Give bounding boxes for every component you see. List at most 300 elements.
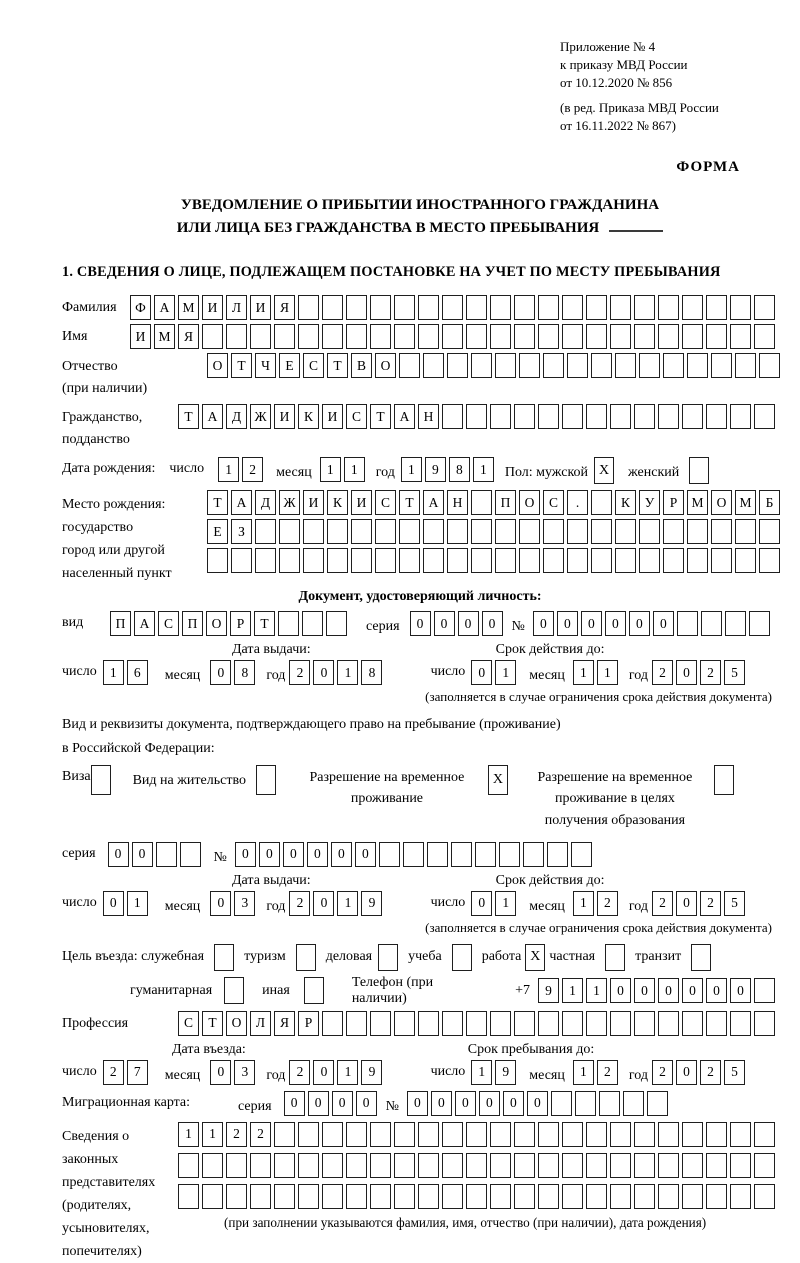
char-cell[interactable] xyxy=(442,404,463,429)
char-cell[interactable] xyxy=(278,611,299,636)
char-cell[interactable] xyxy=(551,1091,572,1116)
char-cell[interactable] xyxy=(471,353,492,378)
char-cell[interactable] xyxy=(423,548,444,573)
char-cell[interactable] xyxy=(471,490,492,515)
purpose-study-checkbox[interactable] xyxy=(452,944,472,971)
char-cell[interactable] xyxy=(451,842,472,867)
char-cell[interactable] xyxy=(202,324,223,349)
char-cell[interactable] xyxy=(538,1122,559,1147)
char-cell[interactable]: 0 xyxy=(235,842,256,867)
char-cell[interactable]: 9 xyxy=(361,891,382,916)
char-cell[interactable] xyxy=(543,519,564,544)
char-cell[interactable] xyxy=(418,1122,439,1147)
char-cell[interactable]: С xyxy=(375,490,396,515)
char-cell[interactable]: 2 xyxy=(289,660,310,685)
char-cell[interactable] xyxy=(706,1011,727,1036)
char-cell[interactable] xyxy=(610,324,631,349)
char-cell[interactable] xyxy=(730,295,751,320)
char-cell[interactable] xyxy=(370,324,391,349)
char-cell[interactable]: 0 xyxy=(407,1091,428,1116)
char-cell[interactable]: 0 xyxy=(658,978,679,1003)
char-cell[interactable] xyxy=(562,1153,583,1178)
char-cell[interactable]: А xyxy=(394,404,415,429)
char-cell[interactable] xyxy=(523,842,544,867)
char-cell[interactable]: 0 xyxy=(653,611,674,636)
char-cell[interactable] xyxy=(639,519,660,544)
char-cell[interactable]: 0 xyxy=(676,891,697,916)
char-cell[interactable] xyxy=(567,548,588,573)
char-cell[interactable] xyxy=(490,1153,511,1178)
char-cell[interactable] xyxy=(634,404,655,429)
char-cell[interactable] xyxy=(490,1011,511,1036)
char-cell[interactable]: Н xyxy=(447,490,468,515)
char-cell[interactable] xyxy=(730,1153,751,1178)
char-cell[interactable] xyxy=(447,353,468,378)
char-cell[interactable] xyxy=(711,353,732,378)
char-cell[interactable] xyxy=(490,1122,511,1147)
char-cell[interactable] xyxy=(615,548,636,573)
purpose-humanitarian-checkbox[interactable] xyxy=(224,977,244,1004)
char-cell[interactable] xyxy=(418,1184,439,1209)
char-cell[interactable] xyxy=(375,519,396,544)
char-cell[interactable]: 0 xyxy=(284,1091,305,1116)
char-cell[interactable]: 3 xyxy=(234,1060,255,1085)
char-cell[interactable] xyxy=(442,1153,463,1178)
char-cell[interactable] xyxy=(394,324,415,349)
char-cell[interactable] xyxy=(466,404,487,429)
char-cell[interactable] xyxy=(615,353,636,378)
char-cell[interactable] xyxy=(370,1184,391,1209)
char-cell[interactable] xyxy=(759,353,780,378)
char-cell[interactable] xyxy=(706,324,727,349)
char-cell[interactable] xyxy=(475,842,496,867)
char-cell[interactable] xyxy=(499,842,520,867)
char-cell[interactable] xyxy=(394,295,415,320)
char-cell[interactable]: И xyxy=(322,404,343,429)
char-cell[interactable] xyxy=(706,404,727,429)
char-cell[interactable] xyxy=(591,548,612,573)
char-cell[interactable] xyxy=(730,1184,751,1209)
char-cell[interactable] xyxy=(423,353,444,378)
char-cell[interactable]: 1 xyxy=(471,1060,492,1085)
char-cell[interactable] xyxy=(634,1184,655,1209)
char-cell[interactable]: Я xyxy=(274,1011,295,1036)
char-cell[interactable]: 2 xyxy=(700,660,721,685)
char-cell[interactable] xyxy=(658,1184,679,1209)
char-cell[interactable] xyxy=(255,519,276,544)
char-cell[interactable] xyxy=(231,548,252,573)
char-cell[interactable] xyxy=(495,353,516,378)
char-cell[interactable] xyxy=(351,548,372,573)
char-cell[interactable]: 1 xyxy=(127,891,148,916)
char-cell[interactable]: 2 xyxy=(652,1060,673,1085)
char-cell[interactable]: Ч xyxy=(255,353,276,378)
char-cell[interactable]: Т xyxy=(207,490,228,515)
char-cell[interactable] xyxy=(370,1122,391,1147)
char-cell[interactable] xyxy=(706,1184,727,1209)
char-cell[interactable]: М xyxy=(154,324,175,349)
sex-male-checkbox[interactable]: X xyxy=(594,457,614,484)
char-cell[interactable]: 1 xyxy=(218,457,239,482)
char-cell[interactable]: Т xyxy=(399,490,420,515)
char-cell[interactable]: 2 xyxy=(597,891,618,916)
char-cell[interactable]: М xyxy=(178,295,199,320)
char-cell[interactable] xyxy=(599,1091,620,1116)
char-cell[interactable]: 0 xyxy=(355,842,376,867)
char-cell[interactable] xyxy=(322,1122,343,1147)
sex-female-checkbox[interactable] xyxy=(689,457,709,484)
char-cell[interactable]: Д xyxy=(226,404,247,429)
char-cell[interactable] xyxy=(754,978,775,1003)
char-cell[interactable]: А xyxy=(202,404,223,429)
char-cell[interactable] xyxy=(370,295,391,320)
char-cell[interactable] xyxy=(403,842,424,867)
char-cell[interactable] xyxy=(466,1011,487,1036)
char-cell[interactable] xyxy=(490,1184,511,1209)
char-cell[interactable]: Т xyxy=(178,404,199,429)
char-cell[interactable]: 0 xyxy=(706,978,727,1003)
char-cell[interactable] xyxy=(466,1153,487,1178)
purpose-private-checkbox[interactable] xyxy=(605,944,625,971)
char-cell[interactable] xyxy=(687,519,708,544)
char-cell[interactable] xyxy=(538,295,559,320)
char-cell[interactable] xyxy=(639,353,660,378)
char-cell[interactable] xyxy=(706,1122,727,1147)
char-cell[interactable] xyxy=(375,548,396,573)
char-cell[interactable] xyxy=(567,519,588,544)
char-cell[interactable]: 9 xyxy=(495,1060,516,1085)
residence-permit-checkbox[interactable] xyxy=(256,765,276,795)
char-cell[interactable] xyxy=(538,1153,559,1178)
char-cell[interactable] xyxy=(346,1184,367,1209)
char-cell[interactable]: 0 xyxy=(471,891,492,916)
char-cell[interactable] xyxy=(274,324,295,349)
char-cell[interactable] xyxy=(682,1184,703,1209)
char-cell[interactable]: 0 xyxy=(730,978,751,1003)
char-cell[interactable]: 0 xyxy=(479,1091,500,1116)
char-cell[interactable]: 0 xyxy=(103,891,124,916)
char-cell[interactable]: У xyxy=(639,490,660,515)
char-cell[interactable]: 2 xyxy=(103,1060,124,1085)
char-cell[interactable] xyxy=(586,1184,607,1209)
char-cell[interactable]: 0 xyxy=(471,660,492,685)
char-cell[interactable] xyxy=(591,353,612,378)
char-cell[interactable] xyxy=(370,1011,391,1036)
char-cell[interactable]: А xyxy=(134,611,155,636)
char-cell[interactable]: А xyxy=(423,490,444,515)
char-cell[interactable]: Е xyxy=(279,353,300,378)
char-cell[interactable] xyxy=(759,548,780,573)
char-cell[interactable]: 3 xyxy=(234,891,255,916)
char-cell[interactable]: 0 xyxy=(533,611,554,636)
char-cell[interactable] xyxy=(754,1011,775,1036)
char-cell[interactable] xyxy=(543,548,564,573)
char-cell[interactable]: Л xyxy=(226,295,247,320)
char-cell[interactable]: 1 xyxy=(495,891,516,916)
char-cell[interactable]: 0 xyxy=(331,842,352,867)
char-cell[interactable] xyxy=(562,324,583,349)
char-cell[interactable]: 9 xyxy=(538,978,559,1003)
char-cell[interactable]: Р xyxy=(230,611,251,636)
char-cell[interactable] xyxy=(730,1122,751,1147)
char-cell[interactable] xyxy=(591,519,612,544)
char-cell[interactable]: П xyxy=(495,490,516,515)
char-cell[interactable]: Л xyxy=(250,1011,271,1036)
char-cell[interactable]: 8 xyxy=(234,660,255,685)
char-cell[interactable]: 2 xyxy=(226,1122,247,1147)
char-cell[interactable] xyxy=(658,324,679,349)
char-cell[interactable]: 0 xyxy=(676,1060,697,1085)
temp-residence-checkbox[interactable]: X xyxy=(488,765,508,795)
char-cell[interactable]: 0 xyxy=(307,842,328,867)
char-cell[interactable] xyxy=(706,295,727,320)
char-cell[interactable] xyxy=(180,842,201,867)
char-cell[interactable] xyxy=(759,519,780,544)
char-cell[interactable] xyxy=(586,1011,607,1036)
char-cell[interactable] xyxy=(538,404,559,429)
char-cell[interactable] xyxy=(658,1153,679,1178)
char-cell[interactable]: О xyxy=(226,1011,247,1036)
char-cell[interactable]: З xyxy=(231,519,252,544)
char-cell[interactable]: О xyxy=(375,353,396,378)
char-cell[interactable] xyxy=(730,324,751,349)
char-cell[interactable]: Е xyxy=(207,519,228,544)
char-cell[interactable] xyxy=(394,1153,415,1178)
char-cell[interactable] xyxy=(586,295,607,320)
char-cell[interactable] xyxy=(471,548,492,573)
char-cell[interactable] xyxy=(442,1011,463,1036)
char-cell[interactable]: 0 xyxy=(581,611,602,636)
char-cell[interactable] xyxy=(647,1091,668,1116)
char-cell[interactable]: С xyxy=(178,1011,199,1036)
char-cell[interactable] xyxy=(394,1122,415,1147)
char-cell[interactable]: Я xyxy=(178,324,199,349)
char-cell[interactable] xyxy=(610,404,631,429)
char-cell[interactable] xyxy=(567,353,588,378)
char-cell[interactable] xyxy=(586,324,607,349)
char-cell[interactable] xyxy=(279,548,300,573)
char-cell[interactable] xyxy=(687,353,708,378)
char-cell[interactable]: В xyxy=(351,353,372,378)
char-cell[interactable] xyxy=(687,548,708,573)
char-cell[interactable] xyxy=(730,404,751,429)
char-cell[interactable] xyxy=(399,353,420,378)
char-cell[interactable] xyxy=(466,324,487,349)
char-cell[interactable]: 1 xyxy=(495,660,516,685)
char-cell[interactable]: 0 xyxy=(610,978,631,1003)
char-cell[interactable] xyxy=(701,611,722,636)
char-cell[interactable]: 8 xyxy=(361,660,382,685)
char-cell[interactable] xyxy=(634,1122,655,1147)
char-cell[interactable] xyxy=(547,842,568,867)
char-cell[interactable] xyxy=(298,324,319,349)
char-cell[interactable]: И xyxy=(303,490,324,515)
char-cell[interactable] xyxy=(586,1122,607,1147)
char-cell[interactable]: Т xyxy=(254,611,275,636)
char-cell[interactable] xyxy=(634,1153,655,1178)
char-cell[interactable] xyxy=(610,295,631,320)
char-cell[interactable]: 2 xyxy=(289,1060,310,1085)
char-cell[interactable] xyxy=(682,295,703,320)
char-cell[interactable] xyxy=(322,1011,343,1036)
char-cell[interactable]: С xyxy=(158,611,179,636)
char-cell[interactable]: И xyxy=(250,295,271,320)
char-cell[interactable]: Н xyxy=(418,404,439,429)
char-cell[interactable] xyxy=(418,1153,439,1178)
char-cell[interactable] xyxy=(298,295,319,320)
purpose-transit-checkbox[interactable] xyxy=(691,944,711,971)
char-cell[interactable]: 2 xyxy=(652,660,673,685)
char-cell[interactable] xyxy=(514,1122,535,1147)
char-cell[interactable]: 6 xyxy=(127,660,148,685)
char-cell[interactable]: 1 xyxy=(562,978,583,1003)
char-cell[interactable]: 2 xyxy=(652,891,673,916)
char-cell[interactable] xyxy=(663,548,684,573)
char-cell[interactable]: А xyxy=(154,295,175,320)
char-cell[interactable]: О xyxy=(711,490,732,515)
char-cell[interactable] xyxy=(519,548,540,573)
char-cell[interactable]: 0 xyxy=(313,1060,334,1085)
char-cell[interactable] xyxy=(658,1011,679,1036)
char-cell[interactable]: 1 xyxy=(337,660,358,685)
char-cell[interactable]: 1 xyxy=(178,1122,199,1147)
char-cell[interactable]: И xyxy=(351,490,372,515)
char-cell[interactable]: Д xyxy=(255,490,276,515)
char-cell[interactable]: 0 xyxy=(210,891,231,916)
char-cell[interactable] xyxy=(658,295,679,320)
char-cell[interactable] xyxy=(394,1011,415,1036)
char-cell[interactable] xyxy=(562,1011,583,1036)
char-cell[interactable] xyxy=(303,548,324,573)
char-cell[interactable] xyxy=(735,519,756,544)
char-cell[interactable]: 2 xyxy=(700,891,721,916)
char-cell[interactable] xyxy=(322,1184,343,1209)
char-cell[interactable]: 5 xyxy=(724,660,745,685)
char-cell[interactable]: К xyxy=(298,404,319,429)
char-cell[interactable] xyxy=(495,519,516,544)
char-cell[interactable]: Я xyxy=(274,295,295,320)
char-cell[interactable] xyxy=(623,1091,644,1116)
char-cell[interactable] xyxy=(571,842,592,867)
char-cell[interactable]: 0 xyxy=(482,611,503,636)
char-cell[interactable]: Т xyxy=(231,353,252,378)
char-cell[interactable] xyxy=(394,1184,415,1209)
char-cell[interactable]: М xyxy=(687,490,708,515)
char-cell[interactable] xyxy=(586,404,607,429)
char-cell[interactable]: 9 xyxy=(361,1060,382,1085)
char-cell[interactable]: 0 xyxy=(676,660,697,685)
char-cell[interactable] xyxy=(610,1122,631,1147)
char-cell[interactable]: 1 xyxy=(586,978,607,1003)
char-cell[interactable]: Ф xyxy=(130,295,151,320)
char-cell[interactable] xyxy=(379,842,400,867)
char-cell[interactable]: 0 xyxy=(259,842,280,867)
char-cell[interactable]: 2 xyxy=(289,891,310,916)
char-cell[interactable] xyxy=(466,1184,487,1209)
char-cell[interactable]: 0 xyxy=(313,891,334,916)
char-cell[interactable] xyxy=(634,1011,655,1036)
char-cell[interactable]: С xyxy=(303,353,324,378)
char-cell[interactable] xyxy=(663,353,684,378)
char-cell[interactable] xyxy=(322,1153,343,1178)
char-cell[interactable] xyxy=(178,1184,199,1209)
char-cell[interactable] xyxy=(346,1011,367,1036)
char-cell[interactable]: Ж xyxy=(250,404,271,429)
char-cell[interactable] xyxy=(298,1122,319,1147)
char-cell[interactable]: А xyxy=(231,490,252,515)
char-cell[interactable]: 0 xyxy=(634,978,655,1003)
char-cell[interactable]: 0 xyxy=(629,611,650,636)
char-cell[interactable]: П xyxy=(110,611,131,636)
char-cell[interactable]: 0 xyxy=(503,1091,524,1116)
char-cell[interactable] xyxy=(298,1184,319,1209)
char-cell[interactable] xyxy=(754,324,775,349)
char-cell[interactable] xyxy=(514,1153,535,1178)
char-cell[interactable] xyxy=(634,295,655,320)
char-cell[interactable]: 2 xyxy=(700,1060,721,1085)
char-cell[interactable] xyxy=(250,324,271,349)
char-cell[interactable] xyxy=(302,611,323,636)
char-cell[interactable] xyxy=(682,404,703,429)
char-cell[interactable] xyxy=(322,295,343,320)
char-cell[interactable] xyxy=(207,548,228,573)
char-cell[interactable]: 0 xyxy=(527,1091,548,1116)
purpose-work-checkbox[interactable]: X xyxy=(525,944,545,971)
char-cell[interactable] xyxy=(226,1153,247,1178)
char-cell[interactable]: 0 xyxy=(210,660,231,685)
char-cell[interactable]: 0 xyxy=(210,1060,231,1085)
char-cell[interactable] xyxy=(725,611,746,636)
char-cell[interactable] xyxy=(346,1122,367,1147)
char-cell[interactable]: 5 xyxy=(724,891,745,916)
char-cell[interactable] xyxy=(711,548,732,573)
char-cell[interactable] xyxy=(226,1184,247,1209)
char-cell[interactable] xyxy=(322,324,343,349)
char-cell[interactable]: 5 xyxy=(724,1060,745,1085)
char-cell[interactable] xyxy=(575,1091,596,1116)
char-cell[interactable] xyxy=(370,1153,391,1178)
char-cell[interactable]: И xyxy=(130,324,151,349)
char-cell[interactable] xyxy=(682,324,703,349)
char-cell[interactable] xyxy=(466,1122,487,1147)
char-cell[interactable] xyxy=(274,1184,295,1209)
char-cell[interactable]: 0 xyxy=(410,611,431,636)
char-cell[interactable]: 0 xyxy=(283,842,304,867)
char-cell[interactable]: 0 xyxy=(434,611,455,636)
char-cell[interactable] xyxy=(754,1122,775,1147)
char-cell[interactable] xyxy=(514,295,535,320)
char-cell[interactable] xyxy=(202,1184,223,1209)
char-cell[interactable] xyxy=(682,1011,703,1036)
char-cell[interactable]: 1 xyxy=(344,457,365,482)
char-cell[interactable]: 8 xyxy=(449,457,470,482)
char-cell[interactable]: П xyxy=(182,611,203,636)
char-cell[interactable]: 0 xyxy=(108,842,129,867)
char-cell[interactable] xyxy=(327,519,348,544)
char-cell[interactable]: 0 xyxy=(431,1091,452,1116)
char-cell[interactable]: Р xyxy=(663,490,684,515)
char-cell[interactable]: 0 xyxy=(455,1091,476,1116)
char-cell[interactable] xyxy=(639,548,660,573)
char-cell[interactable] xyxy=(749,611,770,636)
char-cell[interactable]: 0 xyxy=(332,1091,353,1116)
char-cell[interactable] xyxy=(326,611,347,636)
char-cell[interactable] xyxy=(298,1153,319,1178)
char-cell[interactable] xyxy=(279,519,300,544)
char-cell[interactable] xyxy=(754,404,775,429)
temp-residence-edu-checkbox[interactable] xyxy=(714,765,734,795)
char-cell[interactable]: О xyxy=(519,490,540,515)
